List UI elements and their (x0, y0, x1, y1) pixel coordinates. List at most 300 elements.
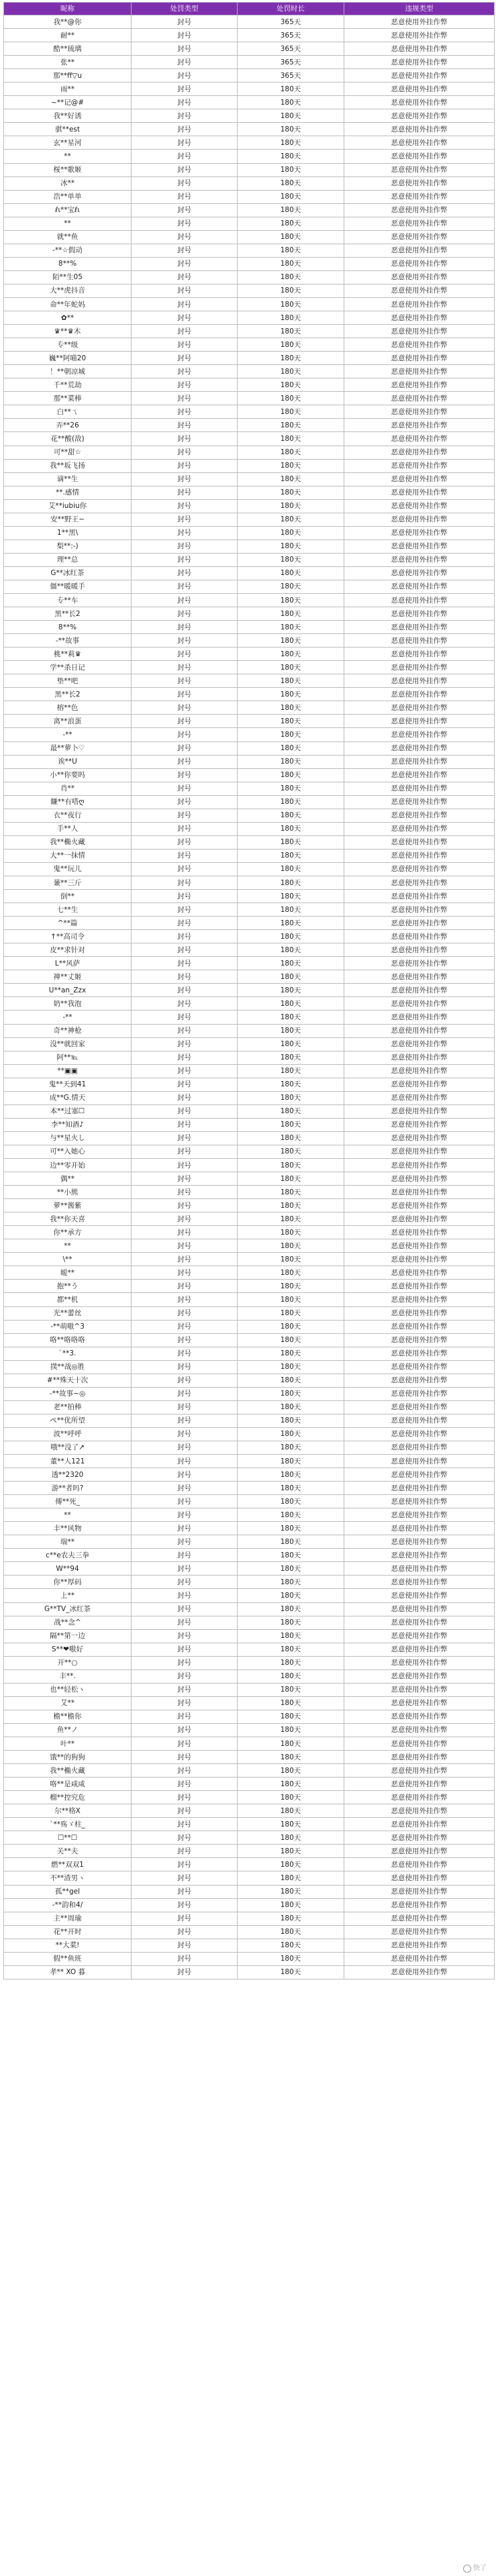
cell-nickname: -** (4, 728, 132, 741)
cell-penalty-duration: 180天 (238, 526, 344, 539)
cell-nickname: 诶**U (4, 755, 132, 768)
cell-nickname: 艾** (4, 1696, 132, 1710)
cell-penalty-duration: 180天 (238, 1078, 344, 1091)
cell-nickname: 禅**丈姬 (4, 970, 132, 984)
cell-violation-type: 恶意使用外挂作弊 (344, 1885, 495, 1898)
cell-penalty-duration: 365天 (238, 29, 344, 42)
cell-violation-type: 恶意使用外挂作弊 (344, 1414, 495, 1427)
cell-penalty-type: 封号 (132, 957, 238, 970)
cell-nickname: 賺**有嗒ღ (4, 795, 132, 809)
header-penalty-duration: 处罚时长 (238, 3, 344, 15)
cell-nickname: 蒹**三斤 (4, 876, 132, 890)
cell-penalty-duration: 180天 (238, 701, 344, 715)
cell-penalty-duration: 180天 (238, 1535, 344, 1549)
table-row (4, 1131, 495, 1145)
cell-penalty-duration: 365天 (238, 56, 344, 69)
cell-penalty-type: 封号 (132, 1656, 238, 1669)
cell-penalty-duration: 180天 (238, 903, 344, 917)
cell-penalty-duration: 365天 (238, 15, 344, 29)
cell-violation-type: 恶意使用外挂作弊 (344, 459, 495, 472)
header-nickname: 昵称 (4, 3, 132, 15)
cell-penalty-type: 封号 (132, 984, 238, 997)
cell-nickname: 上** (4, 1589, 132, 1602)
cell-penalty-type: 封号 (132, 1266, 238, 1280)
cell-violation-type: 恶意使用外挂作弊 (344, 472, 495, 486)
cell-penalty-duration: 180天 (238, 1683, 344, 1696)
cell-penalty-type: 封号 (132, 728, 238, 741)
cell-violation-type: 恶意使用外挂作弊 (344, 1871, 495, 1885)
table-row (4, 83, 495, 96)
cell-violation-type: 恶意使用外挂作弊 (344, 1778, 495, 1791)
cell-penalty-duration: 180天 (238, 1347, 344, 1360)
cell-penalty-type: 封号 (132, 1952, 238, 1965)
cell-penalty-type: 封号 (132, 29, 238, 42)
cell-nickname: 偶** (4, 1172, 132, 1186)
cell-nickname: 我**坂飞扬 (4, 459, 132, 472)
cell-nickname: **.感情 (4, 486, 132, 499)
cell-penalty-type: 封号 (132, 1468, 238, 1482)
cell-penalty-type: 封号 (132, 1737, 238, 1751)
cell-penalty-duration: 180天 (238, 1266, 344, 1280)
table-row (4, 499, 495, 513)
cell-penalty-duration: 180天 (238, 1011, 344, 1024)
cell-nickname: 耐** (4, 29, 132, 42)
cell-nickname: 阿**℡ (4, 1051, 132, 1064)
cell-violation-type: 恶意使用外挂作弊 (344, 1737, 495, 1751)
table-row (4, 822, 495, 835)
cell-penalty-duration: 180天 (238, 1643, 344, 1656)
cell-nickname: 专**级 (4, 338, 132, 352)
cell-penalty-duration: 365天 (238, 69, 344, 83)
cell-violation-type: 恶意使用外挂作弊 (344, 29, 495, 42)
table-row (4, 338, 495, 352)
cell-nickname: 我**椭火藏 (4, 835, 132, 849)
table-row (4, 1253, 495, 1266)
cell-violation-type: 恶意使用外挂作弊 (344, 580, 495, 593)
cell-violation-type: 恶意使用外挂作弊 (344, 1213, 495, 1226)
table-row (4, 661, 495, 674)
table-row (4, 688, 495, 701)
table-row (4, 1266, 495, 1280)
cell-violation-type: 恶意使用外挂作弊 (344, 890, 495, 903)
table-row (4, 432, 495, 446)
cell-violation-type: 恶意使用外挂作弊 (344, 862, 495, 876)
header-violation-type: 违规类型 (344, 3, 495, 15)
table-row (4, 849, 495, 862)
cell-nickname: ペ**优所望 (4, 1414, 132, 1427)
watermark (463, 2564, 487, 2573)
cell-penalty-duration: 180天 (238, 594, 344, 607)
cell-nickname: 鱼**ノ (4, 1723, 132, 1737)
cell-penalty-type: 封号 (132, 1576, 238, 1589)
table-row (4, 1441, 495, 1454)
cell-penalty-type: 封号 (132, 15, 238, 29)
cell-penalty-type: 封号 (132, 849, 238, 862)
cell-penalty-type: 封号 (132, 782, 238, 795)
cell-nickname: 巍**阿喵20 (4, 352, 132, 365)
header-row (4, 3, 495, 15)
table-row (4, 526, 495, 539)
cell-penalty-type: 封号 (132, 1925, 238, 1939)
table-row (4, 472, 495, 486)
cell-penalty-type: 封号 (132, 123, 238, 136)
cell-nickname: 你**厚码 (4, 1576, 132, 1589)
table-row (4, 1280, 495, 1293)
cell-penalty-duration: 180天 (238, 392, 344, 405)
cell-nickname: 我**椭火藏 (4, 1764, 132, 1778)
table-row (4, 459, 495, 472)
cell-violation-type: 恶意使用外挂作弊 (344, 822, 495, 835)
penalty-table (3, 2, 495, 1979)
cell-penalty-duration: 180天 (238, 970, 344, 984)
cell-violation-type: 恶意使用外挂作弊 (344, 1118, 495, 1131)
table-row (4, 903, 495, 917)
cell-penalty-type: 封号 (132, 970, 238, 984)
cell-penalty-duration: 180天 (238, 405, 344, 419)
table-row (4, 1791, 495, 1804)
cell-nickname: 丰**. (4, 1669, 132, 1683)
cell-violation-type: 恶意使用外挂作弊 (344, 1629, 495, 1643)
table-row (4, 1952, 495, 1965)
cell-penalty-duration: 180天 (238, 1751, 344, 1764)
table-row (4, 190, 495, 203)
cell-violation-type: 恶意使用外挂作弊 (344, 230, 495, 244)
cell-penalty-duration: 180天 (238, 782, 344, 795)
cell-penalty-type: 封号 (132, 1602, 238, 1616)
cell-nickname: 张** (4, 56, 132, 69)
cell-violation-type: 恶意使用外挂作弊 (344, 1374, 495, 1387)
cell-violation-type: 恶意使用外挂作弊 (344, 1037, 495, 1051)
cell-violation-type: 恶意使用外挂作弊 (344, 1455, 495, 1468)
cell-violation-type: 恶意使用外挂作弊 (344, 930, 495, 943)
cell-nickname: 玄**星河 (4, 136, 132, 150)
table-row (4, 365, 495, 378)
cell-nickname: 衣**夜行 (4, 809, 132, 822)
cell-nickname: 开**○ (4, 1656, 132, 1669)
cell-nickname: 可**入她心 (4, 1145, 132, 1158)
table-row (4, 1104, 495, 1118)
cell-penalty-type: 封号 (132, 1306, 238, 1320)
cell-penalty-duration: 180天 (238, 190, 344, 203)
cell-penalty-duration: 180天 (238, 472, 344, 486)
table-row (4, 1051, 495, 1064)
cell-violation-type: 恶意使用外挂作弊 (344, 1091, 495, 1104)
cell-penalty-type: 封号 (132, 1172, 238, 1186)
cell-nickname: 与**星火し (4, 1131, 132, 1145)
cell-violation-type: 恶意使用外挂作弊 (344, 1387, 495, 1400)
cell-nickname: 花**开时 (4, 1925, 132, 1939)
table-row (4, 1400, 495, 1414)
cell-penalty-type: 封号 (132, 1778, 238, 1791)
cell-nickname: 榴**控究危 (4, 1791, 132, 1804)
cell-violation-type: 恶意使用外挂作弊 (344, 1320, 495, 1333)
cell-penalty-duration: 180天 (238, 1858, 344, 1871)
cell-penalty-type: 封号 (132, 42, 238, 56)
table-row (4, 1683, 495, 1696)
cell-penalty-type: 封号 (132, 1629, 238, 1643)
cell-violation-type: 恶意使用外挂作弊 (344, 311, 495, 325)
cell-penalty-duration: 180天 (238, 1158, 344, 1172)
cell-nickname: 奇**神枪 (4, 1024, 132, 1037)
cell-violation-type: 恶意使用外挂作弊 (344, 782, 495, 795)
cell-nickname: 本**过塞☐ (4, 1104, 132, 1118)
cell-violation-type: 恶意使用外挂作弊 (344, 244, 495, 257)
cell-nickname: -**韵和4/ (4, 1898, 132, 1912)
cell-penalty-duration: 180天 (238, 768, 344, 782)
cell-penalty-type: 封号 (132, 701, 238, 715)
cell-penalty-duration: 180天 (238, 499, 344, 513)
cell-penalty-type: 封号 (132, 715, 238, 728)
cell-penalty-duration: 180天 (238, 1804, 344, 1818)
cell-penalty-duration: 180天 (238, 1845, 344, 1858)
cell-nickname: G**TV_冰红茶 (4, 1602, 132, 1616)
cell-nickname: 不**渣男ヽ (4, 1871, 132, 1885)
table-row (4, 580, 495, 593)
cell-violation-type: 恶意使用外挂作弊 (344, 1589, 495, 1602)
table-row (4, 1374, 495, 1387)
cell-penalty-duration: 180天 (238, 1441, 344, 1454)
table-row (4, 1831, 495, 1845)
cell-nickname: S**❤嗷好 (4, 1643, 132, 1656)
cell-penalty-type: 封号 (132, 190, 238, 203)
cell-penalty-type: 封号 (132, 768, 238, 782)
cell-penalty-type: 封号 (132, 674, 238, 688)
cell-penalty-duration: 180天 (238, 365, 344, 378)
cell-penalty-type: 封号 (132, 203, 238, 217)
cell-penalty-duration: 180天 (238, 257, 344, 270)
table-row (4, 378, 495, 392)
cell-penalty-duration: 180天 (238, 1333, 344, 1347)
cell-penalty-duration: 180天 (238, 755, 344, 768)
cell-penalty-duration: 180天 (238, 566, 344, 580)
cell-penalty-duration: 180天 (238, 486, 344, 499)
cell-violation-type: 恶意使用外挂作弊 (344, 1549, 495, 1562)
cell-penalty-duration: 180天 (238, 1455, 344, 1468)
table-row (4, 1602, 495, 1616)
cell-penalty-type: 封号 (132, 56, 238, 69)
cell-nickname: 孝** XO 暮 (4, 1965, 132, 1979)
cell-violation-type: 恶意使用外挂作弊 (344, 1078, 495, 1091)
cell-violation-type: 恶意使用外挂作弊 (344, 1158, 495, 1172)
cell-nickname: 8**% (4, 257, 132, 270)
cell-violation-type: 恶意使用外挂作弊 (344, 1172, 495, 1186)
cell-penalty-type: 封号 (132, 365, 238, 378)
cell-penalty-type: 封号 (132, 432, 238, 446)
cell-penalty-duration: 180天 (238, 862, 344, 876)
cell-nickname: -**萌嗷^3 (4, 1320, 132, 1333)
cell-nickname: ** (4, 150, 132, 163)
cell-penalty-type: 封号 (132, 136, 238, 150)
cell-nickname: 成**G.情天 (4, 1091, 132, 1104)
cell-penalty-type: 封号 (132, 755, 238, 768)
cell-nickname: 鬼**玩儿 (4, 862, 132, 876)
table-row (4, 1656, 495, 1669)
cell-penalty-type: 封号 (132, 230, 238, 244)
cell-penalty-duration: 180天 (238, 607, 344, 621)
cell-penalty-duration: 180天 (238, 1387, 344, 1400)
cell-penalty-duration: 180天 (238, 459, 344, 472)
cell-violation-type: 恶意使用外挂作弊 (344, 1347, 495, 1360)
cell-penalty-type: 封号 (132, 1239, 238, 1253)
cell-nickname: 我**你天喜 (4, 1213, 132, 1226)
cell-violation-type: 恶意使用外挂作弊 (344, 486, 495, 499)
cell-violation-type: 恶意使用外挂作弊 (344, 849, 495, 862)
cell-penalty-duration: 180天 (238, 217, 344, 230)
cell-penalty-type: 封号 (132, 634, 238, 648)
cell-penalty-duration: 180天 (238, 1414, 344, 1427)
cell-penalty-duration: 180天 (238, 136, 344, 150)
cell-penalty-duration: 180天 (238, 1778, 344, 1791)
cell-penalty-type: 封号 (132, 835, 238, 849)
cell-violation-type: 恶意使用外挂作弊 (344, 1131, 495, 1145)
table-row (4, 446, 495, 459)
table-row (4, 1011, 495, 1024)
cell-penalty-type: 封号 (132, 1508, 238, 1522)
table-row (4, 297, 495, 311)
cell-violation-type: 恶意使用外挂作弊 (344, 1051, 495, 1064)
cell-penalty-type: 封号 (132, 1078, 238, 1091)
cell-nickname: ✿** (4, 311, 132, 325)
cell-penalty-type: 封号 (132, 513, 238, 526)
cell-penalty-duration: 180天 (238, 311, 344, 325)
cell-nickname: 傅**死_ (4, 1495, 132, 1508)
cell-penalty-duration: 180天 (238, 1925, 344, 1939)
cell-penalty-duration: 180天 (238, 1186, 344, 1199)
cell-penalty-type: 封号 (132, 499, 238, 513)
cell-penalty-duration: 180天 (238, 1118, 344, 1131)
cell-violation-type: 恶意使用外挂作弊 (344, 1495, 495, 1508)
cell-penalty-type: 封号 (132, 1831, 238, 1845)
cell-penalty-type: 封号 (132, 311, 238, 325)
cell-penalty-duration: 180天 (238, 728, 344, 741)
cell-violation-type: 恶意使用外挂作弊 (344, 1468, 495, 1482)
cell-penalty-duration: 180天 (238, 1737, 344, 1751)
cell-penalty-duration: 180天 (238, 648, 344, 661)
cell-violation-type: 恶意使用外挂作弊 (344, 352, 495, 365)
cell-nickname: \** (4, 1253, 132, 1266)
cell-violation-type: 恶意使用外挂作弊 (344, 284, 495, 297)
cell-penalty-type: 封号 (132, 69, 238, 83)
cell-penalty-type: 封号 (132, 688, 238, 701)
cell-nickname: 瑞** (4, 1535, 132, 1549)
cell-penalty-duration: 180天 (238, 1939, 344, 1952)
cell-violation-type: 恶意使用外挂作弊 (344, 1535, 495, 1549)
cell-nickname: 抱**う (4, 1280, 132, 1293)
table-row (4, 1333, 495, 1347)
cell-violation-type: 恶意使用外挂作弊 (344, 378, 495, 392)
cell-violation-type: 恶意使用外挂作弊 (344, 446, 495, 459)
cell-penalty-duration: 180天 (238, 1965, 344, 1979)
cell-violation-type: 恶意使用外挂作弊 (344, 526, 495, 539)
cell-penalty-type: 封号 (132, 1495, 238, 1508)
table-row (4, 1885, 495, 1898)
cell-penalty-type: 封号 (132, 1199, 238, 1213)
cell-penalty-type: 封号 (132, 943, 238, 957)
cell-nickname: 奶**我泡 (4, 997, 132, 1011)
cell-violation-type: 恶意使用外挂作弊 (344, 1602, 495, 1616)
cell-violation-type: 恶意使用外挂作弊 (344, 1562, 495, 1576)
cell-nickname: 皮**求针对 (4, 943, 132, 957)
cell-penalty-duration: 180天 (238, 1576, 344, 1589)
cell-penalty-type: 封号 (132, 270, 238, 284)
table-row (4, 1845, 495, 1858)
table-row (4, 311, 495, 325)
cell-penalty-type: 封号 (132, 661, 238, 674)
table-row (4, 1562, 495, 1576)
table-body (4, 15, 495, 1979)
cell-penalty-type: 封号 (132, 284, 238, 297)
cell-penalty-duration: 180天 (238, 244, 344, 257)
cell-penalty-duration: 180天 (238, 1360, 344, 1374)
cell-violation-type: 恶意使用外挂作弊 (344, 728, 495, 741)
cell-violation-type: 恶意使用外挂作弊 (344, 96, 495, 109)
table-row (4, 741, 495, 755)
table-row (4, 1925, 495, 1939)
cell-penalty-duration: 180天 (238, 1427, 344, 1441)
cell-violation-type: 恶意使用外挂作弊 (344, 365, 495, 378)
table-row (4, 1024, 495, 1037)
cell-nickname: 陌**生05 (4, 270, 132, 284)
cell-penalty-duration: 180天 (238, 1522, 344, 1535)
cell-penalty-type: 封号 (132, 1441, 238, 1454)
cell-violation-type: 恶意使用外挂作弊 (344, 835, 495, 849)
table-row (4, 405, 495, 419)
cell-penalty-duration: 180天 (238, 325, 344, 338)
table-row (4, 1858, 495, 1871)
cell-penalty-type: 封号 (132, 1818, 238, 1831)
cell-nickname: 僵**暖暖手 (4, 580, 132, 593)
cell-violation-type: 恶意使用外挂作弊 (344, 203, 495, 217)
cell-violation-type: 恶意使用外挂作弊 (344, 109, 495, 123)
cell-nickname: 关**夫 (4, 1845, 132, 1858)
table-row (4, 123, 495, 136)
table-row (4, 1576, 495, 1589)
cell-penalty-type: 封号 (132, 325, 238, 338)
cell-violation-type: 恶意使用外挂作弊 (344, 1441, 495, 1454)
cell-penalty-type: 封号 (132, 997, 238, 1011)
cell-nickname: 哦**没了↗ (4, 1441, 132, 1454)
cell-nickname: 白**ㄟ (4, 405, 132, 419)
cell-penalty-type: 封号 (132, 378, 238, 392)
cell-nickname: 咯**咯咯咯 (4, 1333, 132, 1347)
cell-violation-type: 恶意使用外挂作弊 (344, 768, 495, 782)
table-row (4, 1172, 495, 1186)
cell-penalty-type: 封号 (132, 526, 238, 539)
cell-penalty-type: 封号 (132, 1011, 238, 1024)
cell-nickname: 黑**长2 (4, 688, 132, 701)
cell-nickname: 专**车 (4, 594, 132, 607)
cell-penalty-duration: 180天 (238, 513, 344, 526)
cell-violation-type: 恶意使用外挂作弊 (344, 1104, 495, 1118)
cell-nickname: 肖** (4, 782, 132, 795)
cell-penalty-duration: 180天 (238, 1710, 344, 1723)
cell-violation-type: 恶意使用外挂作弊 (344, 1683, 495, 1696)
cell-nickname: 透**2320 (4, 1468, 132, 1482)
table-row (4, 176, 495, 190)
cell-nickname: 小**你要吗 (4, 768, 132, 782)
cell-violation-type: 恶意使用外挂作弊 (344, 1482, 495, 1495)
table-row (4, 1616, 495, 1629)
table-row (4, 1226, 495, 1239)
cell-penalty-duration: 180天 (238, 83, 344, 96)
cell-violation-type: 恶意使用外挂作弊 (344, 405, 495, 419)
table-row (4, 1347, 495, 1360)
cell-penalty-duration: 180天 (238, 1508, 344, 1522)
cell-penalty-type: 封号 (132, 1024, 238, 1037)
cell-nickname: 可**甜☆ (4, 446, 132, 459)
cell-nickname: 艾**iubiu你 (4, 499, 132, 513)
table-row (4, 1064, 495, 1078)
